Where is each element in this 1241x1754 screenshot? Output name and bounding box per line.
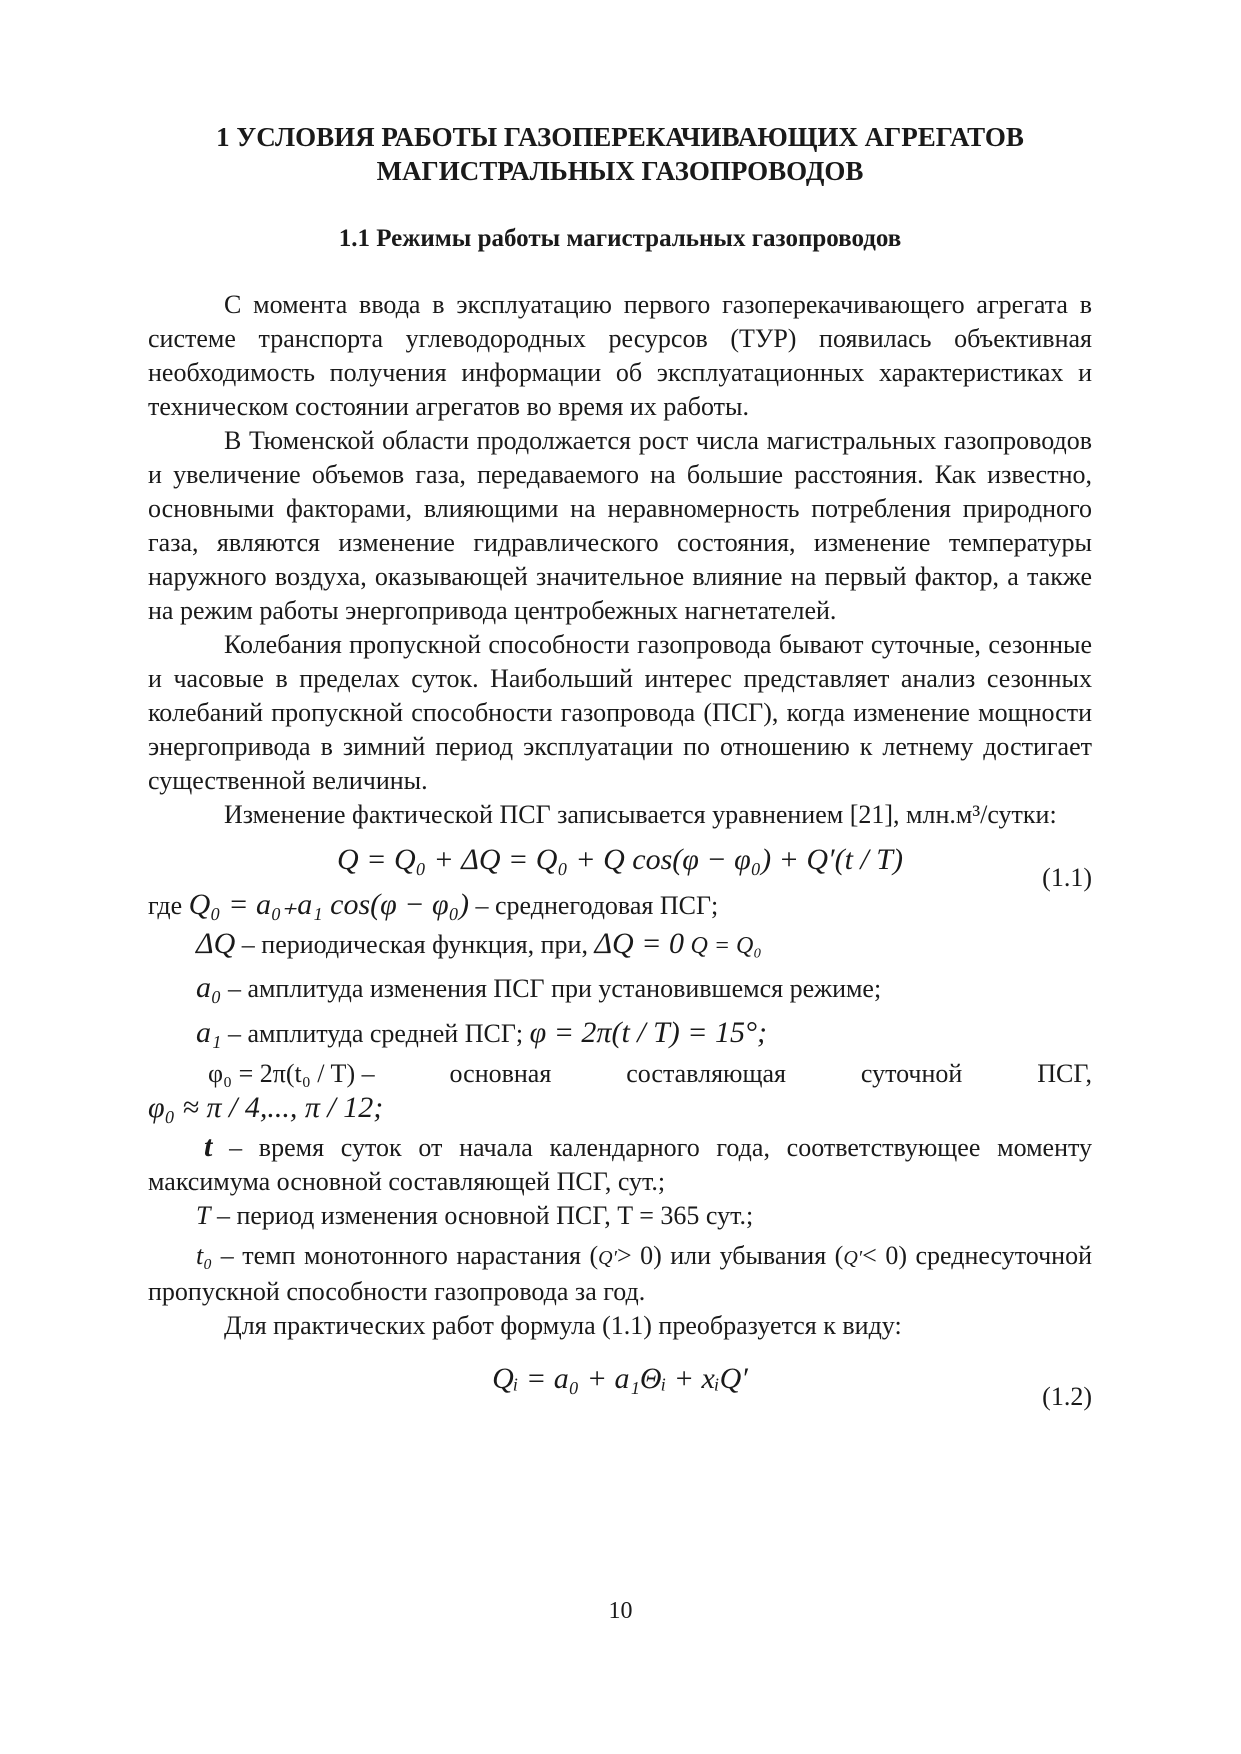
definition-phi0-head	[208, 1057, 375, 1091]
definition-t-symbol: t	[204, 1130, 213, 1163]
chapter-title-line-2: МАГИСТРАЛЬНЫХ ГАЗОПРОВОДОВ	[376, 156, 864, 186]
definition-dq	[148, 927, 1092, 963]
definition-t-text: – время суток от начала календарного года, соответствующее моменту максимума основной составляющей ПСГ, сут.;	[148, 1133, 1092, 1196]
chapter-title-line-1: 1 УСЛОВИЯ РАБОТЫ ГАЗОПЕРЕКАЧИВАЮЩИХ АГРЕГАТОВ	[216, 122, 1024, 152]
definition-phi0-word-4: ПСГ,	[1037, 1059, 1092, 1088]
definition-t0	[148, 1239, 1092, 1309]
definition-t0-text-b: > 0) или убывания (	[616, 1241, 844, 1270]
page-number: 10	[608, 1598, 633, 1624]
definition-dq-symbol: ΔQ	[196, 927, 236, 960]
paragraph-2: В Тюменской области продолжается рост числа магистральных газопроводов и увеличение объемов газа, передаваемого на большие расстояния. Как известно, основными факторами, влияющими на неравномерность потребления природного газа, являются изменение гидравлического состояния, изменение температуры наружного воздуха, оказывающей значительное влияние на первый фактор, а также на режим работы энергопривода центробежных нагнетателей.	[148, 426, 1092, 625]
definition-phi0	[148, 1057, 1092, 1091]
definition-q0-prefix: где	[148, 891, 183, 920]
definition-phi0-formula: φ₀ = 2π(t₀ / T)	[208, 1059, 356, 1088]
definition-phi0-range: φ₀ ≈ π / 4,..., π / 12;	[148, 1091, 384, 1124]
equation-1-1-formula: Q = Q₀ + ΔQ = Q₀ + Q cos(φ − φ₀) + Q′(t / T)	[337, 843, 903, 876]
definition-q0-text: – среднегодовая ПСГ;	[475, 891, 719, 920]
definition-t	[148, 1130, 1092, 1199]
definition-a0-symbol: a₀	[196, 971, 222, 1004]
definition-a1-symbol: a₁	[196, 1016, 222, 1049]
equation-1-1	[148, 832, 1092, 892]
definition-a0	[148, 971, 1092, 1006]
section-title: 1.1 Режимы работы магистральных газопроводов	[338, 225, 902, 252]
definition-dq-condition-1: ΔQ = 0	[594, 927, 684, 960]
paragraph-4: Изменение фактической ПСГ записывается уравнением [21], млн.м³/сутки:	[224, 800, 1057, 829]
equation-1-2-number: (1.2)	[1042, 1382, 1092, 1411]
definition-phi0-word-3: суточной	[860, 1059, 963, 1088]
body-text	[148, 288, 1093, 1411]
definition-q0	[148, 888, 1092, 923]
definition-a1-text: – амплитуда средней ПСГ;	[227, 1019, 524, 1048]
definition-t0-q-positive: Q′	[598, 1247, 617, 1269]
definition-dq-condition-2: Q = Q₀	[690, 933, 762, 959]
equation-1-2	[148, 1351, 1092, 1411]
definition-dq-text: – периодическая функция, при,	[241, 930, 588, 959]
definition-T	[148, 1199, 1092, 1233]
definition-phi0-word-1: основная	[449, 1059, 552, 1088]
definition-a0-text: – амплитуда изменения ПСГ при установившемся режиме;	[227, 974, 882, 1003]
definition-a1-formula: φ = 2π(t / T) = 15°;	[529, 1016, 768, 1049]
definition-t0-text-c: < 0) среднесуточной пропускной способности газопровода за год.	[148, 1241, 1093, 1306]
paragraph-1: С момента ввода в эксплуатацию первого газоперекачивающего агрегата в системе транспорта углеводородных ресурсов (ТУР) появилась объективная необходимость получения информации об эксплуатационных характеристиках и техническом состоянии агрегатов во время их работы.	[148, 290, 1092, 421]
paragraph-3: Колебания пропускной способности газопровода бывают суточные, сезонные и часовые в пределах суток. Наибольший интерес представляет анализ сезонных колебаний пропускной способности газопровода (ПСГ), когда изменение мощности энергопривода в зимний период эксплуатации по отношению к летнему достигает существенной величины.	[148, 630, 1092, 795]
chapter-title	[148, 120, 1092, 188]
practical-text: Для практических работ формула (1.1) преобразуется к виду:	[224, 1311, 902, 1340]
definition-phi0-range-line	[148, 1091, 1092, 1126]
definition-t0-q-negative: Q′	[843, 1247, 863, 1269]
definition-phi0-dash: –	[361, 1059, 375, 1088]
definition-t0-text-a: – темп монотонного нарастания (	[220, 1241, 599, 1270]
definition-T-text: – период изменения основной ПСГ, T = 365 сут.;	[216, 1201, 754, 1230]
definition-a1	[148, 1016, 1092, 1051]
definition-q0-formula: Q₀ = a₀₊a₁ cos(φ − φ₀)	[188, 888, 470, 921]
definition-T-symbol: T	[196, 1201, 211, 1230]
equation-1-1-number: (1.1)	[1042, 863, 1092, 892]
equation-1-2-formula: Qᵢ = a₀ + a₁Θᵢ + xᵢQ′	[492, 1362, 748, 1395]
definition-phi0-word-2: составляющая	[626, 1059, 786, 1088]
definition-t0-symbol: t₀	[196, 1241, 213, 1270]
